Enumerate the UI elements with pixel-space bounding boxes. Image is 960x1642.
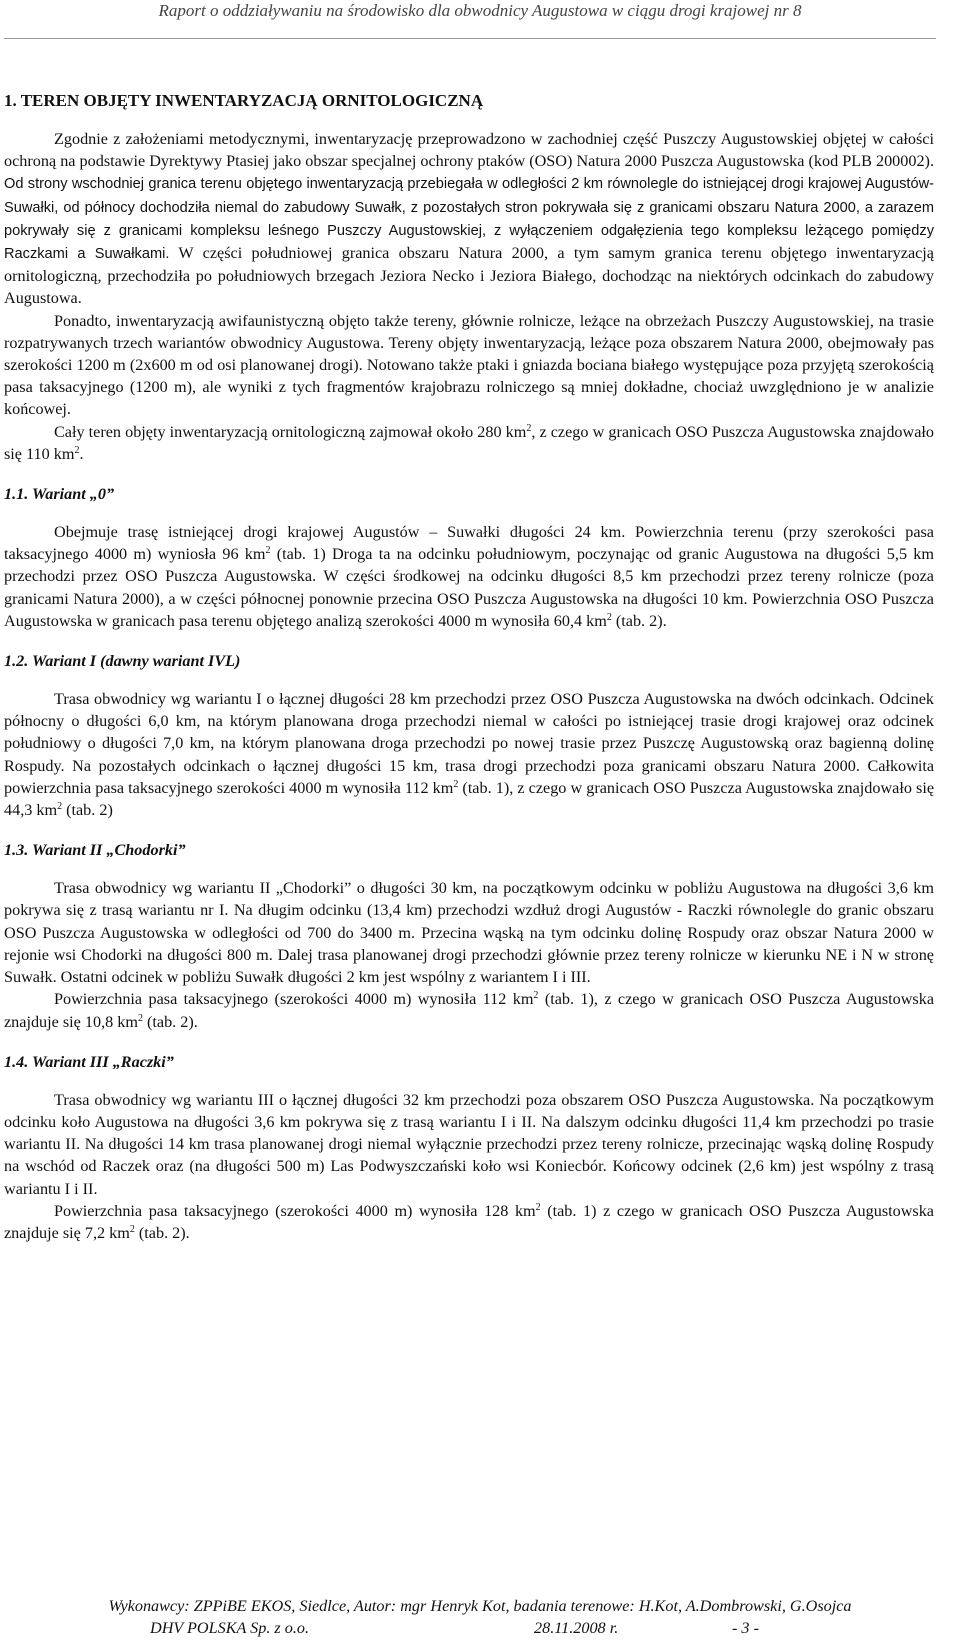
paragraph-variant-2a: Trasa obwodnicy wg wariantu II „Chodorki” o długości 30 km, na początkowym odcinku w pobliżu Augustowa na długości 3,6 km pokrywa się z trasą wariantu nr I. Na długim odcinku (13,4 km) przechodzi wzdłuż drogi Augustów - Raczki równolegle do granic obszaru OSO Puszcza Augustowska w odległości od 700 do 3400 m. Przecina wąską na tym odcinku dolinę Rospudy oraz obszar Natura 2000 w rejonie wsi Chodorki na długości 800 m. Dalej trasa planowanej drogi przechodzi głównie przez tereny rolnicze w kierunku NE i N w stronę Suwałk. Ostatni odcinek w pobliżu Suwałk długości 2 km jest wspólny z wariantem I i III. [4,879,934,987]
section-heading-1-2: 1.2. Wariant I (dawny wariant IVL) [4,652,241,671]
section-heading-1: 1. TEREN OBJĘTY INWENTARYZACJĄ ORNITOLOGICZNĄ [4,91,484,110]
document-body [4,90,934,1244]
page-footer [0,1595,960,1639]
paragraph-variant-1: Trasa obwodnicy wg wariantu I o łącznej długości 28 km przechodzi przez OSO Puszcza Augustowska na dwóch odcinkach. Odcinek północny o długości 6,0 km, na którym planowana droga przechodzi niemal w całości po istniejącej trasie drogi krajowej oraz odcinek południowy o długości 7,0 km, na którym planowana droga przechodzi po nowej trasie przez Puszczę Augustowską oraz bagienną dolinę Rospudy. Na pozostałych odcinkach o łącznej długości 15 km, trasa drogi przechodzi poza granicami obszaru Natura 2000. Całkowita powierzchnia pasa taksacyjnego szerokości 4000 m wynosiła 112 $km^2$ (tab. 1), z czego w granicach OSO Puszcza Augustowska znajdowało się 44,3 $km^2$ (tab. 2) [4,690,934,820]
footer-line-2 [0,1617,960,1639]
paragraph-1 [4,128,934,310]
paragraph-variant-0: Obejmuje trasę istniejącej drogi krajowej Augustów – Suwałki długości 24 km. Powierzchnia terenu (przy szerokości pasa taksacyjnego 4000 m) wyniosła 96 $km^2$ (tab. 1) Droga ta na odcinku południowym, poczynając od granic Augustowa na długości 5,5 km przechodzi przez OSO Puszcza Augustowska. W części środkowej na odcinku długości 8,5 km przechodzi przez tereny rolnicze (poza granicami Natura 2000), a w części północnej ponownie przecina OSO Puszcza Augustowska na długości 10 km. Powierzchnia OSO Puszcza Augustowska w granicach pasa terenu objętego analizą szerokości 4000 m wynosiła 60,4 $km^2$ (tab. 2). [4,523,934,630]
paragraph-variant-2b: Powierzchnia pasa taksacyjnego (szerokości 4000 m) wynosiła 112 $km^2$ (tab. 1), z czego w granicach OSO Puszcza Augustowska znajduje się 10,8 $km^2$ (tab. 2). [4,990,935,1031]
section-heading-1-1: 1.1. Wariant „0” [4,485,115,504]
section-heading-1-3: 1.3. Wariant II „Chodorki” [4,841,186,860]
paragraph-1-sans: Od strony wschodniej granica terenu objętego inwentaryzacją przebiegała w odległości 2 km równolegle do istniejącej drogi krajowej Augustów-Suwałki, od północy dochodziła niemal do zabudowy Suwałk, z pozostałych stron pokrywała się z granicami obszaru Natura 2000, a zarazem pokrywały się z granicami kompleksu leśnego Puszczy Augustowskiej, z wyłączeniem odgałęzienia tego kompleksu leżącego pomiędzy Raczkami a Suwałkami. [4,176,934,263]
footer-date: 28.11.2008 r. [534,1619,619,1637]
footer-company: DHV POLSKA Sp. z o.o. [150,1619,310,1637]
paragraph-2: Ponadto, inwentaryzacją awifaunistyczną objęto także tereny, głównie rolnicze, leżące na obrzeżach Puszczy Augustowskiej, na trasie rozpatrywanych trzech wariantów obwodnicy Augustowa. Tereny objęty inwentaryzacją, leżące poza obszarem Natura 2000, obejmowały pas szerokości 1200 m (2x600 m od osi planowanej drogi). Notowano także ptaki i gniazda bociana białego występujące poza przyjętą szerokością pasa taksacyjnego (1200 m), ale wyniki z tych fragmentów krajobrazu rolniczego są mniej dokładne, chociaż uwzględniono je w analizie końcowej. [4,311,934,419]
footer-page-number: - 3 - [732,1619,759,1637]
paragraph-variant-3a: Trasa obwodnicy wg wariantu III o łącznej długości 32 km przechodzi poza obszarem OSO Puszcza Augustowska. Na początkowym odcinku koło Augustowa na długości 3,6 km pokrywa się z trasą wariantu I i II. Na dalszym odcinku długości 11,4 km przechodzi po trasie wariantu II. Na długości 14 km trasa planowanej drogi niemal wyłącznie przechodzi przez tereny rolnicze, przecinając wąską dolinę Rospudy na wschód od Raczek oraz (na długości 500 m) Las Podwyszczański koło wsi Koniecbór. Końcowy odcinek (2,6 km) jest wspólny z trasą wariantu I i II. [4,1090,934,1198]
header-divider [4,38,936,39]
paragraph-3: Cały teren objęty inwentaryzacją ornitologiczną zajmował około 280 $km^2$, z czego w granicach OSO Puszcza Augustowska znajdowało się 110 $km^2$. [4,422,934,463]
running-header: Raport o oddziaływaniu na środowisko dla obwodnicy Augustowa w ciągu drogi krajowej nr 8 [158,1,802,20]
paragraph-1-rest: W części południowej granica obszaru Natura 2000, a tym samym granica terenu objętego inwentaryzacją ornitologiczną, przechodziła po południowych brzegach Jeziora Necko i Jeziora Białego, dochodząc na niektórych odcinkach do zabudowy Augustowa. [4,244,934,308]
paragraph-variant-3b: Powierzchnia pasa taksacyjnego (szerokości 4000 m) wynosiła 128 $km^2$ (tab. 1) z czego w granicach OSO Puszcza Augustowska znajduje się 7,2 $km^2$ (tab. 2). [4,1201,934,1242]
paragraph-1-serif: Zgodnie z założeniami metodycznymi, inwentaryzację przeprowadzono w zachodniej część Puszczy Augustowskiej objętej w całości ochroną na podstawie Dyrektywy Ptasiej jako obszar specjalnej ochrony ptaków (OSO) Natura 2000 Puszcza Augustowska (kod PLB 200002). [4,130,934,171]
footer-authors: Wykonawcy: ZPPiBE EKOS, Siedlce, Autor: mgr Henryk Kot, badania terenowe: H.Kot, A.Dombrowski, G.Osojca [108,1597,852,1615]
section-heading-1-4: 1.4. Wariant III „Raczki” [4,1052,174,1071]
